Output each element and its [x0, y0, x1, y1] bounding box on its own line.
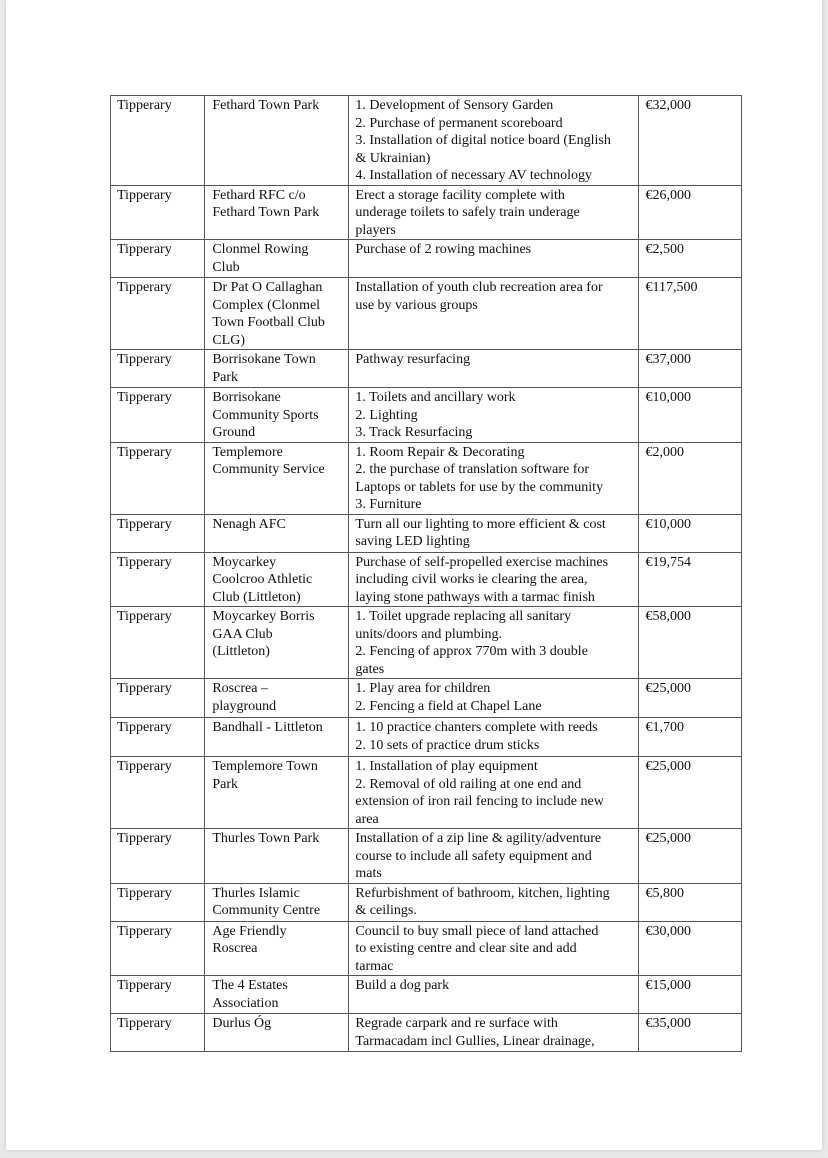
amount-cell: €10,000: [638, 514, 742, 552]
description-cell-line: Purchase of self-propelled exercise machines: [355, 554, 609, 570]
organisation-cell: [205, 679, 349, 718]
description-cell: [349, 757, 638, 829]
description-cell-line: tarmac: [355, 958, 394, 974]
description-cell-line: Pathway resurfacing: [355, 352, 471, 367]
description-cell-line: 3. Furniture: [355, 497, 422, 512]
county-cell: Tipperary: [111, 718, 205, 757]
table-row: [111, 607, 742, 679]
description-cell-line: Regrade carpark and re surface with: [355, 1016, 558, 1031]
organisation-cell: [205, 278, 349, 350]
county-cell: Tipperary: [111, 442, 205, 514]
description-cell-line: 1. Installation of play equipment: [355, 759, 538, 774]
organisation-cell-line: playground: [212, 698, 277, 714]
organisation-cell-line: CLG): [212, 332, 246, 348]
organisation-cell-line: Coolcroo Athletic: [212, 572, 313, 587]
description-cell: [349, 607, 638, 679]
description-cell-line: 2. 10 sets of practice drum sticks: [355, 737, 540, 753]
table-row: [111, 388, 742, 443]
organisation-cell-line: Bandhall - Littleton: [212, 720, 323, 735]
organisation-cell: [205, 607, 349, 679]
grants-table: [110, 95, 742, 1052]
description-cell-line: 1. Development of Sensory Garden: [355, 98, 554, 113]
organisation-cell-line: Borrisokane: [212, 390, 281, 405]
organisation-cell-line: Community Centre: [212, 903, 321, 918]
description-cell: [349, 718, 638, 757]
description-cell-line: Turn all our lighting to more efficient & cost: [355, 516, 606, 532]
table-row: [111, 350, 742, 388]
table-row: [111, 278, 742, 350]
description-cell-line: gates: [355, 661, 385, 677]
organisation-cell-line: Moycarkey: [212, 554, 277, 570]
county-cell: Tipperary: [111, 552, 205, 607]
description-cell-line: to existing centre and clear site and add: [355, 941, 577, 956]
description-cell: [349, 96, 638, 186]
county-cell: Tipperary: [111, 607, 205, 679]
county-cell: Tipperary: [111, 921, 205, 976]
table-row: [111, 921, 742, 976]
table-row: [111, 679, 742, 718]
description-cell-line: 2. Fencing of approx 770m with 3 double: [355, 644, 588, 659]
organisation-cell-line: Complex (Clonmel: [212, 297, 321, 313]
county-cell: Tipperary: [111, 883, 205, 921]
description-cell: [349, 185, 638, 240]
description-cell-line: Build a dog park: [355, 978, 450, 993]
amount-cell: €37,000: [638, 350, 742, 388]
amount-cell: €25,000: [638, 679, 742, 718]
organisation-cell: [205, 185, 349, 240]
county-cell: Tipperary: [111, 278, 205, 350]
description-cell: [349, 514, 638, 552]
organisation-cell-line: Club (Littleton): [212, 589, 301, 605]
organisation-cell: [205, 883, 349, 921]
description-cell-line: 2. Lighting: [355, 407, 418, 423]
organisation-cell-line: Fethard Town Park: [212, 205, 320, 220]
amount-cell: €10,000: [638, 388, 742, 443]
amount-cell: €35,000: [638, 1014, 742, 1052]
description-cell-line: players: [355, 222, 396, 238]
table-row: [111, 883, 742, 921]
organisation-cell: [205, 757, 349, 829]
organisation-cell: [205, 718, 349, 757]
organisation-cell-line: Fethard Town Park: [212, 98, 320, 113]
organisation-cell-line: Nenagh AFC: [212, 516, 286, 532]
organisation-cell-line: Community Service: [212, 462, 325, 477]
amount-cell: €2,500: [638, 240, 742, 278]
description-cell-line: Tarmacadam incl Gullies, Linear drainage,: [355, 1033, 595, 1049]
description-cell-line: saving LED lighting: [355, 534, 470, 549]
amount-cell: €1,700: [638, 718, 742, 757]
description-cell-line: course to include all safety equipment and: [355, 848, 592, 864]
organisation-cell-line: Borrisokane Town: [212, 352, 316, 367]
organisation-cell-line: Fethard RFC c/o: [212, 187, 306, 203]
description-cell-line: 1. 10 practice chanters complete with reeds: [355, 720, 598, 735]
amount-cell: €30,000: [638, 921, 742, 976]
organisation-cell-line: Thurles Town Park: [212, 831, 320, 846]
organisation-cell-line: The 4 Estates: [212, 978, 288, 993]
description-cell-line: Laptops or tablets for use by the community: [355, 479, 604, 495]
table-row: [111, 442, 742, 514]
description-cell: [349, 278, 638, 350]
document-page: [6, 0, 822, 1150]
description-cell-line: 1. Play area for children: [355, 681, 491, 696]
organisation-cell-line: Templemore: [212, 444, 283, 460]
description-cell: [349, 976, 638, 1014]
description-cell-line: including civil works ie clearing the area,: [355, 572, 588, 587]
county-cell: Tipperary: [111, 96, 205, 186]
county-cell: Tipperary: [111, 757, 205, 829]
description-cell: [349, 442, 638, 514]
organisation-cell-line: Association: [212, 995, 279, 1011]
organisation-cell-line: Roscrea –: [212, 681, 268, 696]
organisation-cell: [205, 1014, 349, 1052]
description-cell-line: units/doors and plumbing.: [355, 626, 503, 642]
organisation-cell-line: Roscrea: [212, 941, 258, 956]
description-cell-line: 4. Installation of necessary AV technology: [355, 168, 593, 183]
organisation-cell-line: (Littleton): [212, 644, 270, 659]
county-cell: Tipperary: [111, 829, 205, 884]
organisation-cell-line: Clonmel Rowing: [212, 242, 309, 257]
county-cell: Tipperary: [111, 350, 205, 388]
table-row: [111, 96, 742, 186]
amount-cell: €25,000: [638, 757, 742, 829]
organisation-cell: [205, 350, 349, 388]
county-cell: Tipperary: [111, 976, 205, 1014]
amount-cell: €117,500: [638, 278, 742, 350]
amount-cell: €19,754: [638, 552, 742, 607]
description-cell-line: extension of iron rail fencing to include new: [355, 794, 604, 809]
organisation-cell: [205, 388, 349, 443]
description-cell-line: Installation of a zip line & agility/adventure: [355, 831, 602, 846]
table-row: [111, 757, 742, 829]
description-cell: [349, 552, 638, 607]
organisation-cell-line: Age Friendly: [212, 923, 287, 939]
organisation-cell: [205, 829, 349, 884]
description-cell: [349, 1014, 638, 1052]
organisation-cell: [205, 240, 349, 278]
organisation-cell-line: Community Sports: [212, 407, 319, 423]
table-row: [111, 240, 742, 278]
description-cell: [349, 679, 638, 718]
organisation-cell-line: GAA Club: [212, 626, 273, 642]
amount-cell: €58,000: [638, 607, 742, 679]
organisation-cell-line: Park: [212, 776, 239, 792]
description-cell-line: 2. the purchase of translation software for: [355, 462, 590, 477]
county-cell: Tipperary: [111, 679, 205, 718]
table-row: [111, 976, 742, 1014]
description-cell-line: 1. Toilet upgrade replacing all sanitary: [355, 609, 572, 624]
description-cell: [349, 240, 638, 278]
description-cell-line: mats: [355, 866, 382, 881]
description-cell-line: use by various groups: [355, 297, 478, 313]
amount-cell: €5,800: [638, 883, 742, 921]
amount-cell: €2,000: [638, 442, 742, 514]
organisation-cell: [205, 552, 349, 607]
organisation-cell: [205, 921, 349, 976]
county-cell: Tipperary: [111, 185, 205, 240]
county-cell: Tipperary: [111, 240, 205, 278]
description-cell-line: 3. Installation of digital notice board (English: [355, 133, 611, 148]
description-cell-line: Council to buy small piece of land attached: [355, 923, 599, 939]
organisation-cell-line: Park: [212, 369, 239, 385]
description-cell-line: Refurbishment of bathroom, kitchen, lighting: [355, 885, 610, 901]
description-cell-line: 3. Track Resurfacing: [355, 425, 473, 440]
amount-cell: €26,000: [638, 185, 742, 240]
description-cell-line: area: [355, 811, 379, 827]
table-row: [111, 1014, 742, 1052]
table-row: [111, 829, 742, 884]
organisation-cell-line: Thurles Islamic: [212, 885, 300, 901]
organisation-cell-line: Club: [212, 259, 240, 275]
organisation-cell: [205, 514, 349, 552]
organisation-cell-line: Ground: [212, 425, 256, 440]
description-cell: [349, 921, 638, 976]
organisation-cell: [205, 96, 349, 186]
organisation-cell-line: Town Football Club: [212, 315, 325, 330]
table-row: [111, 514, 742, 552]
description-cell-line: Erect a storage facility complete with: [355, 187, 565, 203]
description-cell: [349, 388, 638, 443]
description-cell: [349, 883, 638, 921]
description-cell-line: underage toilets to safely train underage: [355, 205, 580, 220]
amount-cell: €15,000: [638, 976, 742, 1014]
county-cell: Tipperary: [111, 514, 205, 552]
description-cell-line: Purchase of 2 rowing machines: [355, 242, 532, 257]
county-cell: Tipperary: [111, 1014, 205, 1052]
description-cell-line: & Ukrainian): [355, 150, 431, 166]
organisation-cell-line: Templemore Town: [212, 759, 318, 774]
description-cell-line: 2. Fencing a field at Chapel Lane: [355, 698, 542, 714]
organisation-cell-line: Dr Pat O Callaghan: [212, 280, 323, 295]
description-cell-line: 2. Purchase of permanent scoreboard: [355, 115, 563, 131]
description-cell-line: 1. Toilets and ancillary work: [355, 390, 516, 405]
table-row: [111, 185, 742, 240]
description-cell: [349, 829, 638, 884]
organisation-cell-line: Moycarkey Borris: [212, 609, 315, 624]
description-cell-line: & ceilings.: [355, 903, 417, 918]
county-cell: Tipperary: [111, 388, 205, 443]
organisation-cell-line: Durlus Óg: [212, 1016, 272, 1031]
description-cell-line: 1. Room Repair & Decorating: [355, 444, 525, 460]
organisation-cell: [205, 442, 349, 514]
table-row: [111, 552, 742, 607]
grants-table-body: [111, 96, 742, 1052]
description-cell-line: laying stone pathways with a tarmac finish: [355, 589, 595, 605]
amount-cell: €25,000: [638, 829, 742, 884]
description-cell: [349, 350, 638, 388]
amount-cell: €32,000: [638, 96, 742, 186]
organisation-cell: [205, 976, 349, 1014]
description-cell-line: Installation of youth club recreation area for: [355, 280, 603, 295]
description-cell-line: 2. Removal of old railing at one end and: [355, 776, 582, 792]
table-row: [111, 718, 742, 757]
